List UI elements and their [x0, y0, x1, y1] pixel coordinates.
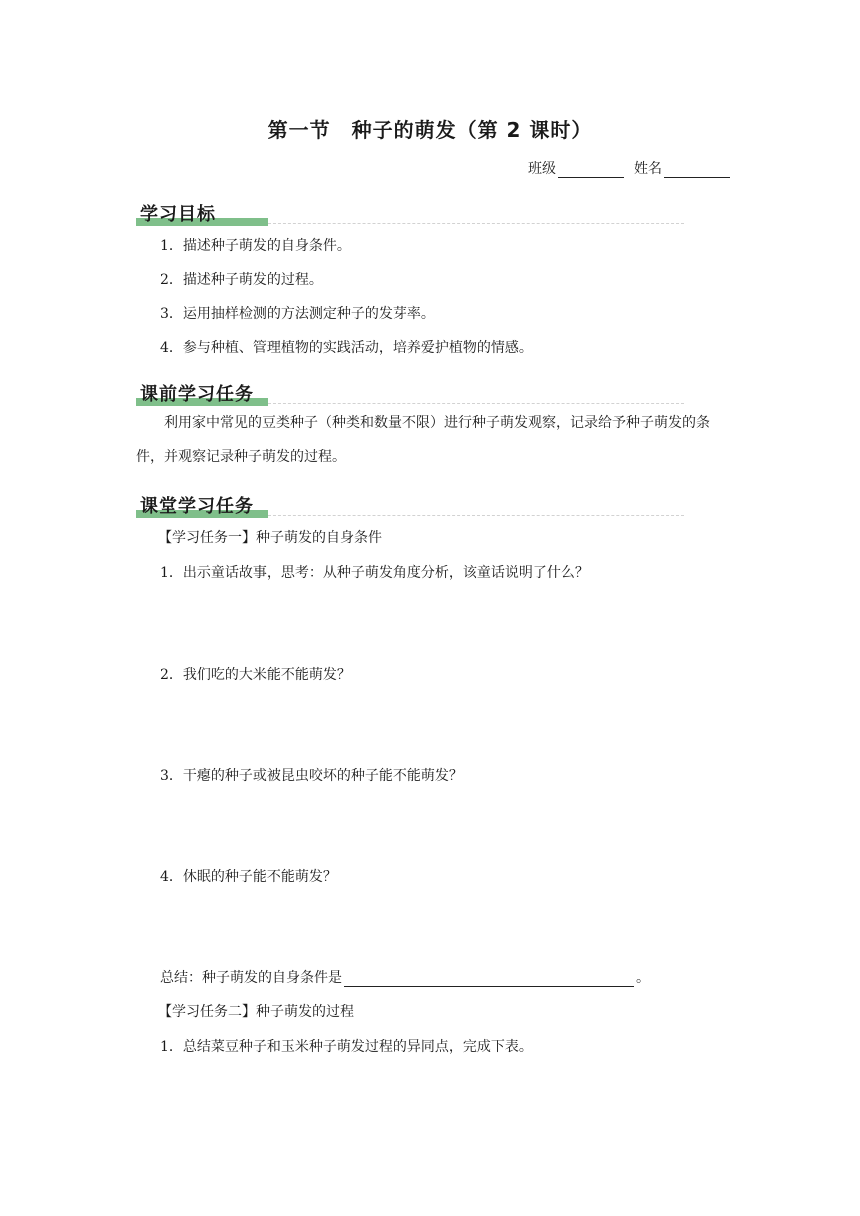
objective-item: 3．运用抽样检测的方法测定种子的发芽率。 [160, 306, 435, 322]
question-item: 1．出示童话故事，思考：从种子萌发角度分析，该童话说明了什么？ [160, 565, 589, 581]
name-field[interactable]: 姓名 [634, 158, 730, 178]
summary-line: 总结：种子萌发的自身条件是 。 [160, 970, 650, 986]
task2-item: 1．总结菜豆种子和玉米种子萌发过程的异同点，完成下表。 [160, 1039, 533, 1055]
class-field[interactable]: 班级 [528, 158, 624, 178]
summary-answer-blank[interactable] [344, 972, 634, 987]
section-heading-preclass: 课前学习任务 [136, 380, 684, 406]
objective-item: 4．参与种植、管理植物的实践活动，培养爱护植物的情感。 [160, 340, 533, 356]
objective-item: 1．描述种子萌发的自身条件。 [160, 238, 351, 254]
student-info [528, 158, 730, 178]
task1-title: 【学习任务一】种子萌发的自身条件 [158, 530, 382, 546]
section-heading-inclass: 课堂学习任务 [136, 492, 684, 518]
page-title: 第一节 种子的萌发（第 2 课时） [267, 118, 593, 142]
question-item: 3．干瘪的种子或被昆虫咬坏的种子能不能萌发？ [160, 768, 463, 784]
task2-title: 【学习任务二】种子萌发的过程 [158, 1004, 354, 1020]
section-heading-objectives: 学习目标 [136, 200, 684, 226]
question-item: 4．休眠的种子能不能萌发？ [160, 869, 337, 885]
question-item: 2．我们吃的大米能不能萌发？ [160, 667, 351, 683]
preclass-task-text: 利用家中常见的豆类种子（种类和数量不限）进行种子萌发观察，记录给予种子萌发的条件，并观察记录种子萌发的过程。 [136, 415, 710, 465]
objective-item: 2．描述种子萌发的过程。 [160, 272, 323, 288]
